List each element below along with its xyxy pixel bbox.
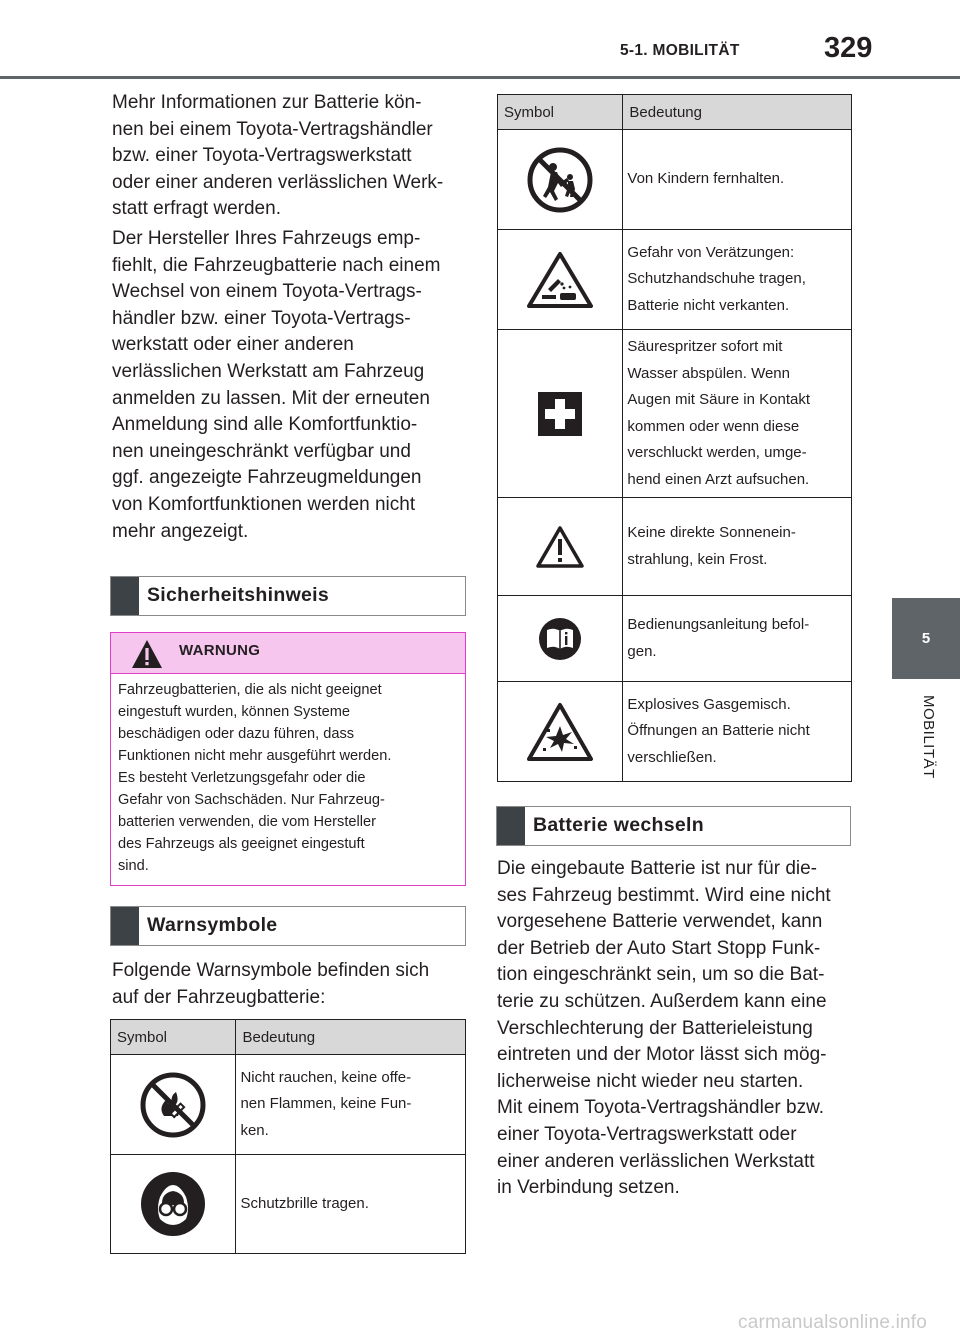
table-row	[498, 130, 852, 230]
corrosive-hazard-icon	[526, 251, 594, 309]
table-row	[498, 230, 852, 330]
column-header-meaning: Bedeutung	[236, 1020, 466, 1055]
column-header-meaning: Bedeutung	[623, 95, 852, 130]
column-header-symbol: Symbol	[498, 95, 623, 130]
section-heading-safety: Sicherheitshinweis	[110, 576, 466, 616]
table-row	[498, 498, 852, 596]
table-header-row	[111, 1020, 466, 1055]
chapter-tab-label: MOBILITÄT	[920, 695, 937, 779]
section-heading-replace-battery: Batterie wechseln	[496, 806, 851, 846]
header-rule	[0, 76, 960, 79]
symbol-table-left	[110, 1019, 466, 1254]
replace-battery-paragraph: Die eingebaute Batterie ist nur für die- ses Fahrzeug bestimmt. Wird eine nicht vorgesehene Batterie verwendet, kann der Betrieb der Auto Start Stopp Funk- tion eingeschränkt sein, um so die Bat- terie zu schützen. Außerdem kann eine Verschlechterung der Batterieleistung eintreten und der Motor lässt sich mög- licherweise nicht wieder neu starten. Mit einem Toyota-Vertragshändler bzw. einer Toyota-Vertragswerkstatt oder einer anderen verlässlichen Werkstatt in Verbindung setzen.	[497, 858, 831, 1199]
table-row	[111, 1055, 466, 1155]
no-smoking-no-flames-icon	[140, 1072, 206, 1138]
table-row	[498, 596, 852, 682]
symbol-meaning: Explosives Gasgemisch. Öffnungen an Batterie nicht verschließen.	[623, 682, 852, 782]
table-row	[498, 330, 852, 498]
safety-goggles-icon	[140, 1171, 206, 1237]
warning-title: WARNUNG	[179, 642, 261, 659]
symbol-meaning: Säurespritzer sofort mit Wasser abspülen. Wenn Augen mit Säure in Kontakt kommen oder wenn diese verschluckt werden, umge- hend einen Arzt aufsuchen.	[623, 330, 852, 498]
running-header-section: 5-1. MOBILITÄT	[620, 42, 740, 59]
symbol-meaning: Von Kindern fernhalten.	[623, 130, 852, 230]
symbol-meaning: Gefahr von Verätzungen: Schutzhandschuhe tragen, Batterie nicht verkanten.	[623, 230, 852, 330]
explosive-hazard-icon	[526, 702, 594, 762]
warning-text: Fahrzeugbatterien, die als nicht geeignet eingestuft wurden, können Systeme beschädigen oder dazu führen, dass Funktionen nicht mehr ausgeführt werden. Es besteht Verletzungsgefahr oder die Gefahr von Sachschäden. Nur Fahrzeug- batterien verwenden, die vom Hersteller des Fahrzeugs als geeignet eingestuft sind.	[118, 682, 392, 874]
column-header-symbol: Symbol	[111, 1020, 236, 1055]
symbols-intro-paragraph: Folgende Warnsymbole befinden sich auf der Fahrzeugbatterie:	[112, 960, 430, 1008]
read-manual-icon	[538, 617, 582, 661]
symbol-meaning: Keine direkte Sonnenein- strahlung, kein Frost.	[623, 498, 852, 596]
chapter-tab-number: 5	[892, 598, 960, 679]
page-number: 329	[824, 32, 873, 64]
symbol-meaning: Schutzbrille tragen.	[236, 1155, 466, 1254]
general-warning-icon	[535, 525, 585, 569]
table-row	[111, 1155, 466, 1254]
section-heading-symbols: Warnsymbole	[110, 906, 466, 946]
warning-box	[110, 632, 466, 886]
symbol-meaning: Bedienungsanleitung befol- gen.	[623, 596, 852, 682]
warning-triangle-icon	[131, 639, 163, 669]
intro-paragraph-1: Mehr Informationen zur Batterie kön- nen bei einem Toyota-Vertragshändler bzw. einer Toyota-Vertragswerkstatt oder einer anderen verlässlichen Werk- statt erfragt werden.	[112, 92, 444, 220]
symbol-table-right	[497, 94, 852, 782]
warning-header	[111, 633, 465, 674]
symbol-meaning: Nicht rauchen, keine offe- nen Flammen, keine Fun- ken.	[236, 1055, 466, 1155]
intro-paragraph-2: Der Hersteller Ihres Fahrzeugs emp- fiehlt, die Fahrzeugbatterie nach einem Wechsel von einem Toyota-Vertrags- händler bzw. einer Toyota-Vertrags- werkstatt oder einer anderen verlässlichen Werkstatt am Fahrzeug anmelden zu lassen. Mit der erneuten Anmeldung sind alle Komfortfunktio- nen uneingeschränkt verfügbar und ggf. angezeigte Fahrzeugmeldungen von Komfortfunktionen werden nicht mehr angezeigt.	[112, 228, 441, 542]
first-aid-cross-icon	[538, 392, 582, 436]
table-row	[498, 682, 852, 782]
keep-away-from-children-icon	[527, 147, 593, 213]
watermark: carmanualsonline.info	[738, 1312, 928, 1333]
table-header-row	[498, 95, 852, 130]
